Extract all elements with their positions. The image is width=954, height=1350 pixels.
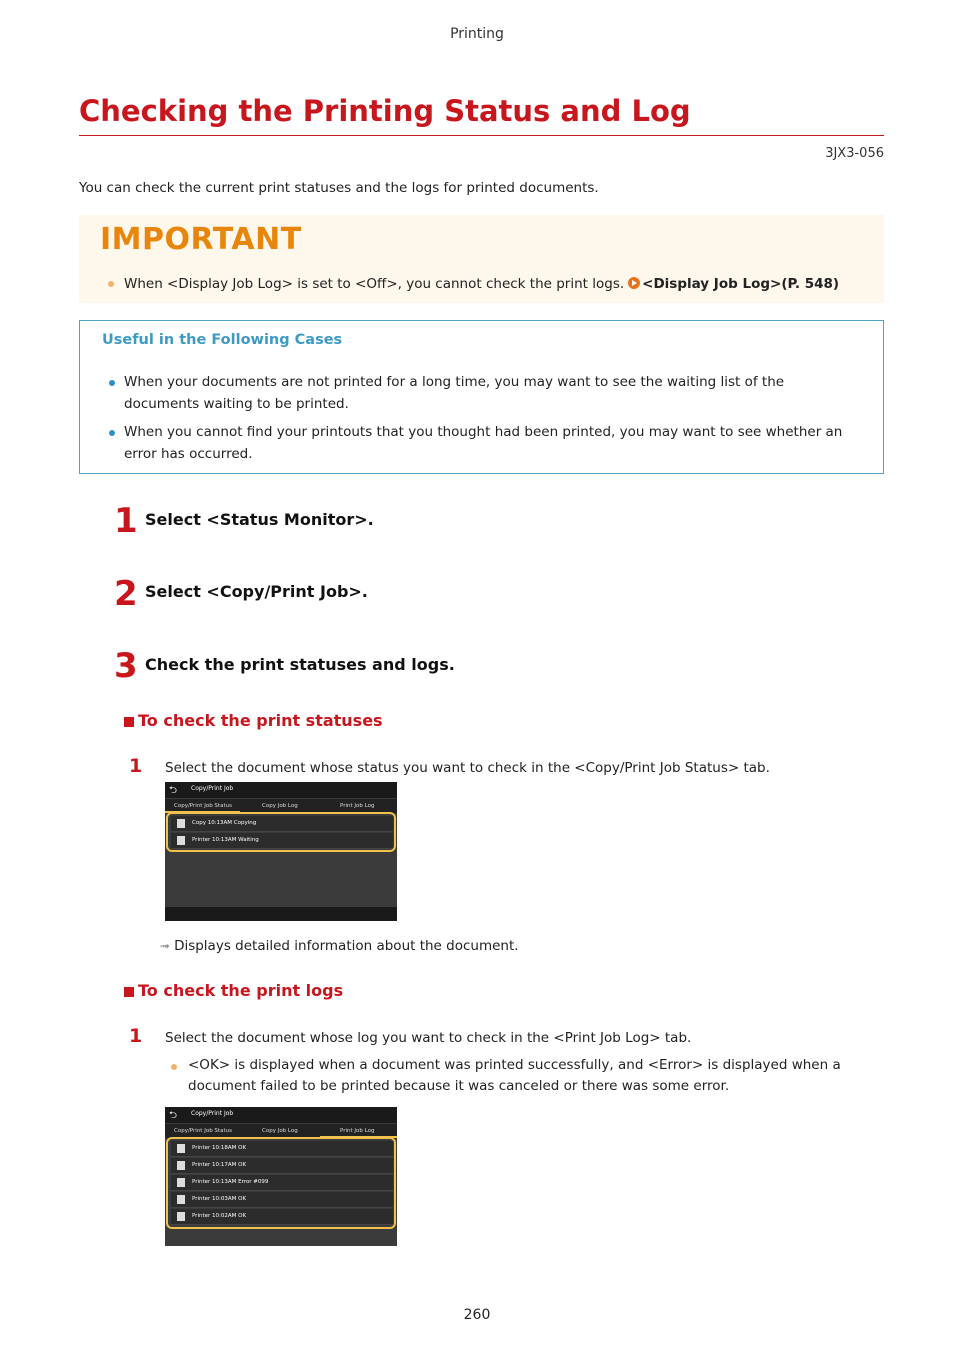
useful-item: When your documents are not printed for a long time, you may want to see the waiting list of the documents waiting to be printed. [124, 374, 785, 412]
step-number: 3 [114, 646, 138, 686]
tab-copy-job-log: Copy Job Log [262, 1128, 298, 1134]
log-row-text: Printer 10:02AM OK [192, 1213, 247, 1219]
screen-title: Copy/Print Job [191, 785, 234, 792]
log-row-text: Printer 10:18AM OK [192, 1145, 247, 1151]
selection-highlight [166, 1137, 396, 1229]
log-screenshot [165, 1107, 397, 1246]
bullet-icon [109, 380, 115, 386]
running-head: Printing [450, 26, 504, 42]
sub-step-number: 1 [129, 755, 143, 777]
result-text [160, 938, 519, 954]
display-job-log-link[interactable]: <Display Job Log>(P. 548) [642, 276, 840, 292]
back-icon: ⮌ [169, 785, 178, 796]
screen-title: Copy/Print Job [191, 1110, 234, 1117]
tab-print-job-log: Print Job Log [340, 803, 375, 809]
important-item [124, 276, 839, 292]
step-text: Select <Status Monitor>. [145, 510, 374, 529]
result-arrow-icon: ➟ [160, 939, 171, 953]
section-heading: To check the print statuses [138, 711, 383, 730]
log-row-text: Printer 10:03AM OK [192, 1196, 247, 1202]
sub-step-number: 1 [129, 1025, 143, 1047]
screen-tabs [165, 799, 397, 813]
screen-tabs [165, 1124, 397, 1138]
job-row-text: Printer 10:13AM Waiting [192, 837, 259, 843]
step-text: Select <Copy/Print Job>. [145, 582, 368, 601]
section-heading: To check the print logs [138, 981, 344, 1000]
back-icon: ⮌ [169, 1110, 178, 1121]
log-row-text: Printer 10:13AM Error #099 [192, 1179, 269, 1185]
note-text: <OK> is displayed when a document was printed successfully, and <Error> is displayed when a document failed to be printed because it was canceled or there was some error. [188, 1057, 841, 1094]
important-text: When <Display Job Log> is set to <Off>, you cannot check the print logs. [124, 276, 625, 292]
useful-item: When you cannot find your printouts that you thought had been printed, you may want to see whether an error has occurred. [124, 424, 843, 462]
important-heading: IMPORTANT [100, 222, 302, 257]
screen-header [165, 1107, 397, 1123]
bullet-icon [171, 1064, 177, 1070]
log-row-text: Printer 10:17AM OK [192, 1162, 247, 1168]
step-number: 2 [114, 574, 138, 614]
job-row-text: Copy 10:13AM Copying [192, 820, 257, 826]
tab-copy-job-log: Copy Job Log [262, 803, 298, 809]
intro-text: You can check the current print statuses and the logs for printed documents. [79, 180, 599, 196]
section-marker-icon [124, 987, 134, 997]
status-screenshot [165, 782, 397, 921]
sub-step-text: Select the document whose status you want to check in the <Copy/Print Job Status> tab. [165, 760, 770, 776]
section-marker-icon [124, 717, 134, 727]
selection-highlight [166, 812, 396, 852]
tab-print-job-log: Print Job Log [340, 1128, 375, 1134]
page-title: Checking the Printing Status and Log [79, 94, 691, 128]
step-text: Check the print statuses and logs. [145, 655, 455, 674]
tab-copy-print-job-status: Copy/Print Job Status [174, 803, 232, 809]
bullet-icon [109, 430, 115, 436]
link-arrow-icon [628, 277, 640, 289]
document-id: 3JX3-056 [825, 146, 884, 161]
sub-step-text: Select the document whose log you want to check in the <Print Job Log> tab. [165, 1030, 692, 1046]
result-label: Displays detailed information about the document. [174, 938, 519, 954]
screen-header [165, 782, 397, 798]
title-divider [79, 135, 884, 136]
step-number: 1 [114, 501, 138, 541]
bullet-icon [108, 281, 114, 287]
tab-copy-print-job-status: Copy/Print Job Status [174, 1128, 232, 1134]
useful-heading: Useful in the Following Cases [102, 332, 343, 348]
screen-footer [165, 907, 397, 921]
page-number: 260 [463, 1307, 491, 1323]
